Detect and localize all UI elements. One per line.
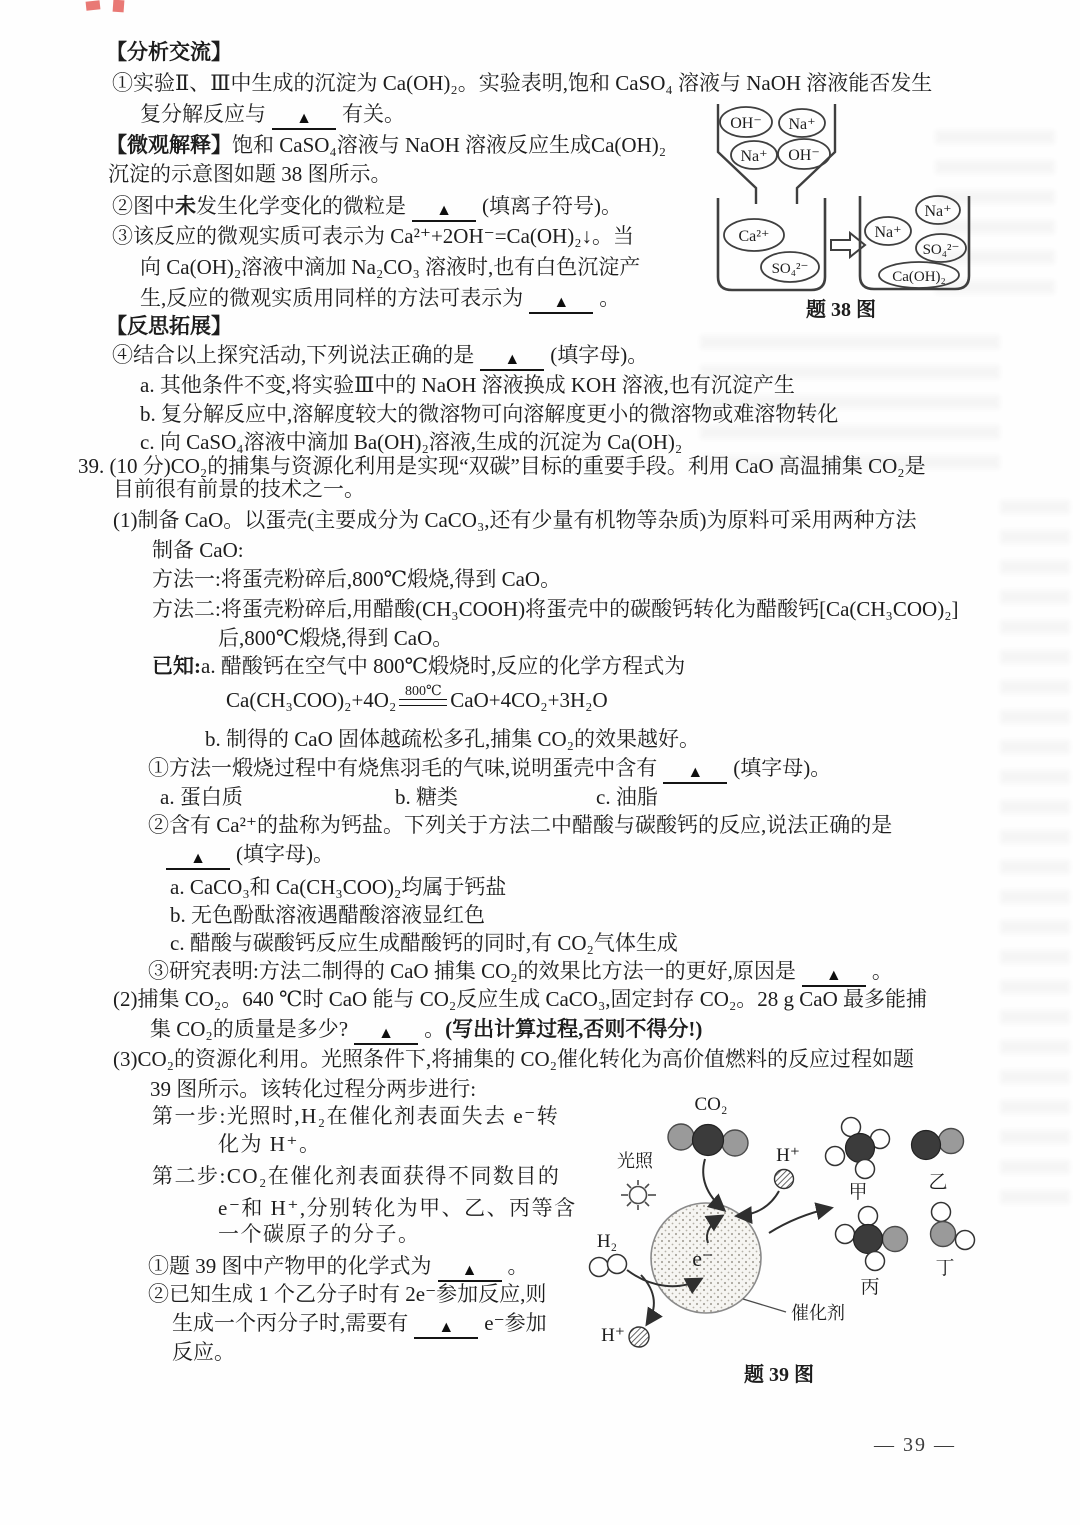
h2-label: H₂ (596, 1231, 618, 1252)
line-text: ①方法一煅烧过程中有烧焦羽毛的气味,说明蛋壳中含有 (148, 756, 658, 780)
heading-text: 【分析交流】 (106, 40, 232, 64)
line-text: 后,800℃煅烧,得到 CaO。 (218, 626, 454, 650)
catalyst-pointer-line (743, 1299, 786, 1312)
part-1 (113, 508, 917, 532)
text-line-with-blank (140, 286, 620, 314)
line-text: 发生化学变化的微粒是 (196, 194, 406, 218)
h-plus-particle (629, 1327, 649, 1347)
heading-micro-explanation: 【微观解释】 (106, 133, 232, 157)
h-plus-label: H⁺ (776, 1145, 800, 1166)
sub-question-3 (148, 959, 893, 987)
line-text: 。 (507, 1254, 529, 1278)
line-text: 反应。 (172, 1340, 235, 1364)
h2-molecule (590, 1255, 627, 1277)
h-plus-particle (775, 1170, 794, 1189)
text-line (106, 133, 666, 157)
line-text: 向 Ca(OH)₂溶液中滴加 Na₂CO₃ 溶液时,也有白色沉淀产 (140, 255, 641, 279)
sub-question-1-fig39 (148, 1254, 529, 1282)
heading-analysis-exchange (106, 40, 232, 64)
option-text: c. 油脂 (596, 785, 658, 809)
ion-label: SO₄²⁻ (922, 242, 960, 258)
option-text: b. 糖类 (395, 785, 458, 809)
known-label: 已知: (152, 654, 201, 678)
condition-label: 800℃ (404, 684, 442, 699)
sub-question-1 (148, 756, 831, 784)
choice-a (160, 785, 243, 809)
option-b (140, 402, 838, 426)
heading-reflection (106, 314, 232, 338)
option-text: b. 无色酚酞溶液遇醋酸溶液显红色 (170, 903, 485, 927)
ion-label: Ca(OH)₂ (892, 269, 946, 285)
ion-label: Ca²⁺ (738, 228, 770, 245)
figure-38-caption: 题 38 图 (806, 299, 876, 321)
choice-c (170, 931, 678, 955)
line-text: (填离子符号)。 (482, 194, 622, 218)
step-2 (152, 1164, 560, 1188)
arrow-to-products (769, 1208, 831, 1233)
figure-39-caption: 题 39 图 (744, 1364, 814, 1386)
line-text: 。 (599, 286, 621, 310)
line-text: b. 制得的 CaO 固体越疏松多孔,捕集 CO₂的效果越好。 (205, 727, 700, 751)
text-line (218, 1132, 322, 1156)
product-ding-label: 丁 (935, 1258, 955, 1279)
line-text: 制备 CaO: (152, 538, 244, 562)
text-line (218, 1196, 577, 1220)
line-text: 第二步:CO₂在催化剂表面获得不同数目的 (152, 1164, 561, 1188)
answer-blank: ▲ (354, 1024, 418, 1045)
answer-blank: ▲ (529, 293, 593, 314)
line-text: ①题 39 图中产物甲的化学式为 (148, 1254, 432, 1278)
line-text: 方法一:将蛋壳粉碎后,800℃煅烧,得到 CaO。 (152, 567, 562, 591)
option-text: b. 复分解反应中,溶解度较大的微溶物可向溶解度更小的微溶物或难溶物转化 (140, 402, 839, 426)
text-line (113, 477, 365, 501)
emphasized-text: 未 (175, 194, 196, 218)
line-text: ②已知生成 1 个乙分子时有 2e⁻参加反应,则 (148, 1282, 547, 1306)
question-39-stem (78, 454, 926, 478)
line-text: (填字母)。 (733, 756, 832, 780)
answer-blank: ▲ (802, 966, 866, 987)
option-c (140, 430, 682, 454)
answer-blank: ▲ (412, 201, 476, 222)
line-text: 39. (10 分)CO₂的捕集与资源化利用是实现“双碳”目标的重要手段。利用 CaO 高温捕集 CO₂是 (78, 454, 926, 478)
product-yi-label: 乙 (928, 1172, 948, 1193)
sun-icon (621, 1180, 656, 1210)
sub-question-2-fig39 (148, 1282, 546, 1306)
part-3 (113, 1047, 914, 1071)
line-text: (3)CO₂的资源化利用。光照条件下,将捕集的 CO₂催化转化为高价值燃料的反应过程如题 (113, 1047, 914, 1071)
figure-39-catalysis-diagram (583, 1085, 1063, 1403)
text-line (218, 1222, 421, 1246)
text-line-with-blank (140, 102, 405, 130)
ion-label: Na⁺ (874, 224, 902, 241)
answer-blank: ▲ (166, 849, 230, 870)
answer-blank: ▲ (663, 763, 727, 784)
option-text: c. 醋酸与碳酸钙反应生成醋酸钙的同时,有 CO₂气体生成 (170, 931, 678, 955)
line-text: 生,反应的微观实质用同样的方法可表示为 (140, 286, 524, 310)
scan-red-mark (113, 0, 125, 12)
text-line (108, 162, 392, 186)
method-1 (152, 567, 561, 591)
option-text: c. 向 CaSO₄溶液中滴加 Ba(OH)₂溶液,生成的沉淀为 Ca(OH)₂ (140, 430, 683, 454)
sub-question-2 (148, 813, 892, 837)
arrow-hplus-to-catalyst (737, 1191, 779, 1216)
h-plus-label: H⁺ (601, 1325, 625, 1346)
step-1 (152, 1104, 559, 1128)
text-line (112, 71, 932, 95)
option-text: a. CaCO₃和 Ca(CH₃COO)₂均属于钙盐 (170, 875, 507, 899)
product-ding-molecule (931, 1203, 975, 1250)
line-text: ③研究表明:方法二制得的 CaO 捕集 CO₂的效果比方法一的更好,原因是 (148, 959, 796, 983)
line-text: 39 图所示。该转化过程分两步进行: (150, 1077, 477, 1101)
co2-molecule (668, 1124, 748, 1156)
option-text: a. 其他条件不变,将实验Ⅲ中的 NaOH 溶液换成 KOH 溶液,也有沉淀产生 (140, 373, 795, 397)
ion-label: Na⁺ (788, 116, 816, 133)
electron-label: e⁻ (692, 1246, 714, 1271)
line-text: ②图中 (112, 194, 175, 218)
text-line (150, 1077, 476, 1101)
answer-blank: ▲ (438, 1261, 502, 1282)
ion-label: OH⁻ (788, 147, 820, 164)
method-2 (152, 597, 959, 621)
ion-label: Na⁺ (924, 203, 952, 220)
text-line-with-blank (150, 1017, 702, 1045)
ion-label: Na⁺ (740, 148, 768, 165)
line-text: (1)制备 CaO。以蛋壳(主要成分为 CaCO₃,还有少量有机物等杂质)为原料可采用两种方法 (113, 508, 917, 532)
choice-b (170, 903, 485, 927)
choice-b (395, 785, 458, 809)
product-yi-molecule (912, 1129, 964, 1160)
scan-red-mark (86, 0, 101, 10)
line-text: e⁻参加 (484, 1311, 547, 1335)
line-text: 。 (871, 959, 893, 983)
text-line-with-blank (160, 842, 334, 870)
line-text: ②含有 Ca²⁺的盐称为钙盐。下列关于方法二中醋酸与碳酸钙的反应,说法正确的是 (148, 813, 893, 837)
light-label: 光照 (617, 1151, 653, 1171)
text-line (172, 1340, 235, 1364)
line-text: 目前很有前景的技术之一。 (113, 477, 365, 501)
product-bing-molecule (836, 1207, 908, 1271)
text-line (112, 224, 634, 248)
equation-lhs: Ca(CH₃COO)₂+4O₂ (226, 688, 397, 712)
known-info-b (205, 727, 700, 751)
line-text: 复分解反应与 (140, 102, 266, 126)
answer-blank: ▲ (272, 109, 336, 130)
page-number (845, 1434, 985, 1457)
option-text: a. 蛋白质 (160, 785, 243, 809)
line-text: 沉淀的示意图如题 38 图所示。 (108, 162, 392, 186)
option-a (140, 373, 795, 397)
equation-rhs: CaO+4CO₂+3H₂O (450, 688, 608, 712)
line-text: 有关。 (342, 102, 405, 126)
line-text: 集 CO₂的质量是多少? (150, 1017, 349, 1041)
line-text: 化为 H⁺。 (218, 1132, 322, 1156)
ion-label: SO₄²⁻ (771, 261, 809, 277)
answer-blank: ▲ (414, 1318, 478, 1339)
text-line-with-blank (112, 343, 648, 371)
line-text: ③该反应的微观实质可表示为 Ca²⁺+2OH⁻=Ca(OH)₂↓。当 (112, 224, 635, 248)
line-text: (填字母)。 (236, 842, 334, 866)
text-line-with-blank (112, 194, 622, 222)
figure-38-ion-diagram (698, 98, 1018, 326)
double-equals-line (399, 699, 447, 706)
text-line-with-blank (172, 1311, 547, 1339)
text-line (152, 538, 244, 562)
line-text: (2)捕集 CO₂。640 ℃时 CaO 能与 CO₂反应生成 CaCO₃,固定封存 CO₂。28 g CaO 最多能捕 (113, 987, 928, 1011)
choice-a (170, 875, 506, 899)
product-jia-molecule (826, 1118, 890, 1179)
text-line (218, 626, 453, 650)
line-text: 第一步:光照时,H₂在催化剂表面失去 e⁻转 (152, 1104, 560, 1128)
equation-condition (399, 684, 447, 706)
ion-label: OH⁻ (730, 115, 762, 132)
line-text: 。 (424, 1017, 446, 1041)
product-jia-label: 甲 (848, 1182, 868, 1203)
line-text: e⁻和 H⁺,分别转化为甲、乙、丙等含 (218, 1196, 577, 1220)
answer-blank: ▲ (480, 350, 544, 371)
line-text: a. 醋酸钙在空气中 800℃煅烧时,反应的化学方程式为 (201, 654, 686, 678)
line-text: 方法二:将蛋壳粉碎后,用醋酸(CH₃COOH)将蛋壳中的碳酸钙转化为醋酸钙[Ca(CH₃COO)₂] (152, 597, 959, 621)
known-info (152, 654, 685, 678)
co2-label: CO₂ (694, 1094, 728, 1115)
bold-note: (写出计算过程,否则不得分!) (445, 1017, 703, 1041)
product-bing-label: 丙 (860, 1277, 880, 1298)
line-text: (填字母)。 (550, 343, 649, 367)
line-text: ④结合以上探究活动,下列说法正确的是 (112, 343, 475, 367)
line-text: 一个碳原子的分子。 (218, 1222, 421, 1246)
part-2 (113, 987, 927, 1011)
line-text: ①实验Ⅱ、Ⅲ中生成的沉淀为 Ca(OH)₂。实验表明,饱和 CaSO₄ 溶液与 NaOH 溶液能否发生 (112, 71, 933, 95)
line-text: 生成一个丙分子时,需要有 (172, 1311, 409, 1335)
line-text: 饱和 CaSO₄溶液与 NaOH 溶液反应生成Ca(OH)₂ (232, 133, 667, 157)
heading-text: 【反思拓展】 (106, 314, 232, 338)
text-line (140, 255, 640, 279)
page-number-text: — 39 — (874, 1434, 956, 1456)
catalyst-label: 催化剂 (791, 1303, 845, 1323)
chemical-equation (226, 684, 608, 712)
choice-c (596, 785, 658, 809)
